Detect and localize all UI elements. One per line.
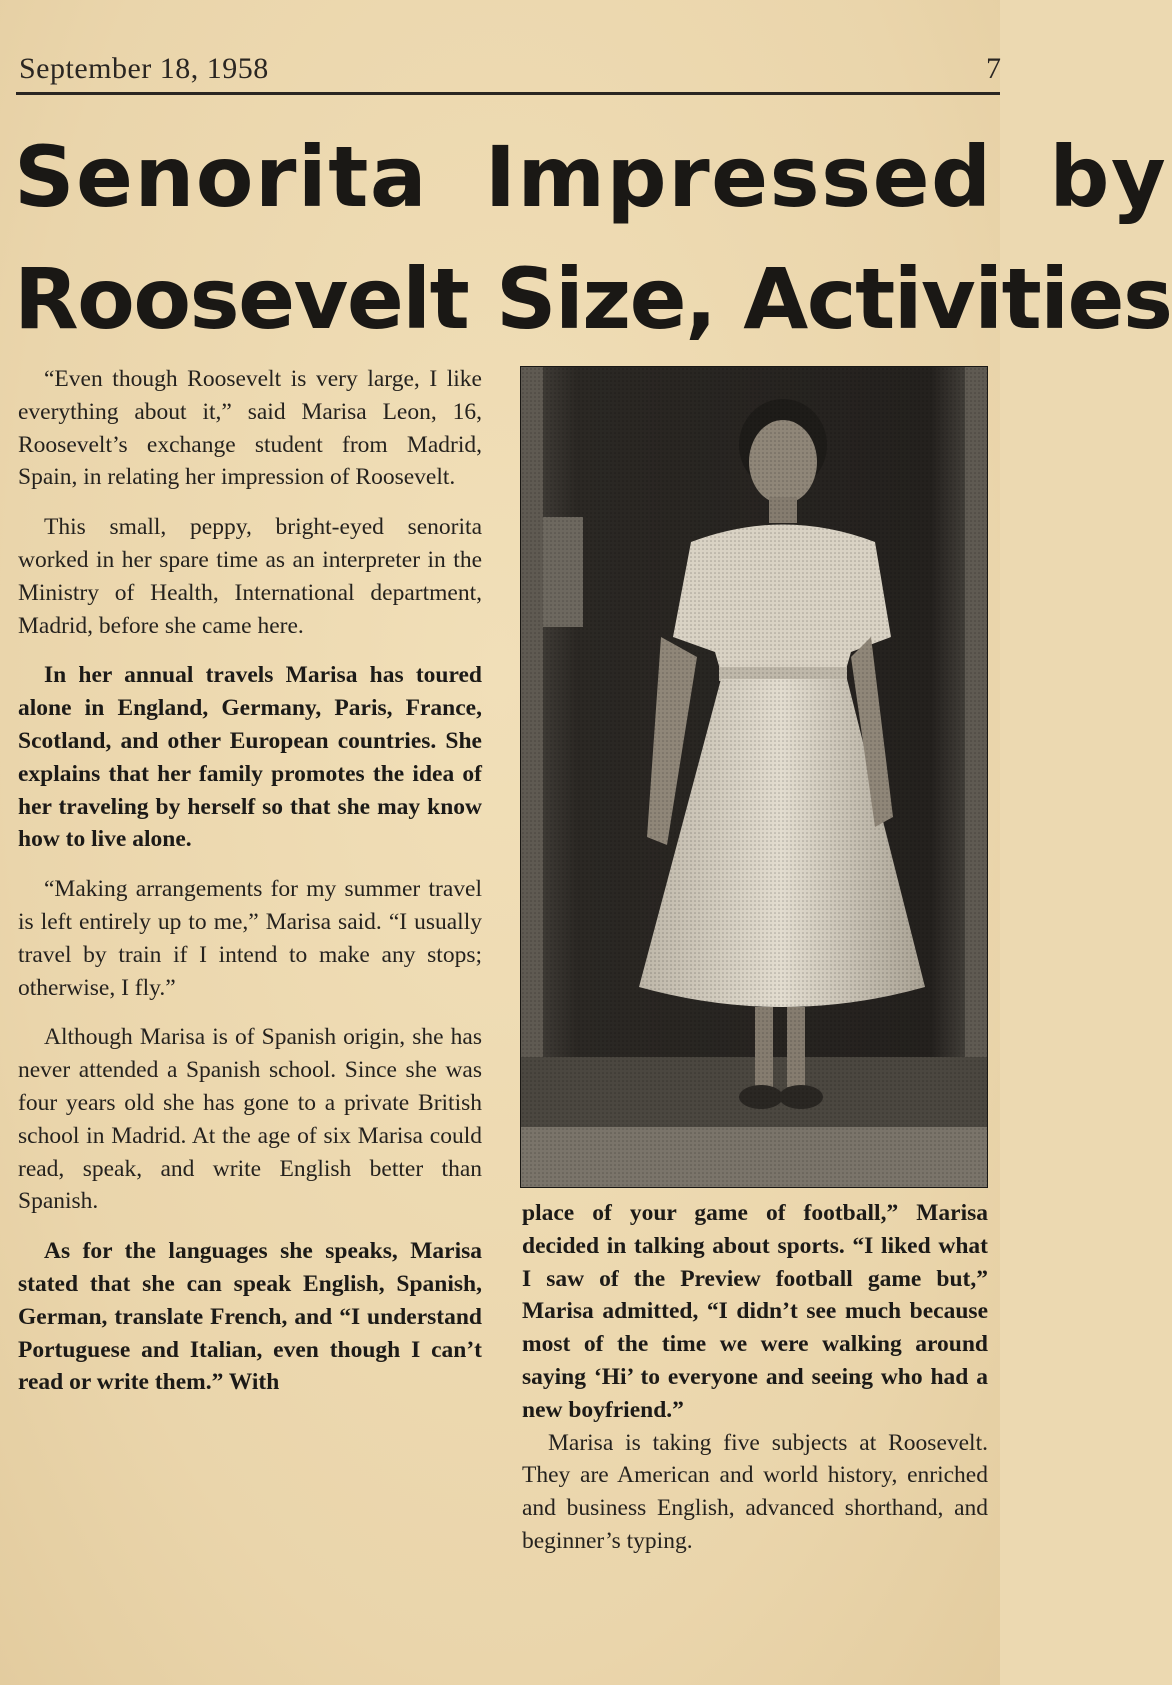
headline-line-1: Senorita Impressed by (14, 128, 1168, 226)
paragraph-5: Although Marisa is of Spanish origin, she has never attended a Spanish school. Since she was four years old she has gone to a private British school in Madrid. At the age of six Marisa could read, speak, and write English better than Spanish. (18, 1024, 482, 1215)
halftone-overlay (521, 367, 987, 1187)
paragraph-7: place of your game of football,” Marisa decided in talking about sports. “I liked what I saw of the Preview football game but,” Marisa admitted, “I didn’t see much because most of the time we were walking around saying ‘Hi’ to everyone and seeing who had a new boyfriend.” (522, 1200, 988, 1423)
article-left-column (18, 363, 482, 1416)
paragraph-6: As for the languages she speaks, Marisa stated that she can speak English, Spanish, German, translate French, and “I understand Portuguese and Italian, even though I can’t read or write them.” With (18, 1238, 482, 1396)
paragraph-4: “Making arrangements for my summer travel is left entirely up to me,” Marisa said. “I usually travel by train if I intend to make any stops; otherwise, I fly.” (18, 876, 482, 1001)
paragraph-3: In her annual travels Marisa has toured alone in England, Germany, Paris, France, Scotland, and other European countries. She explains that her family promotes the idea of her traveling by herself so that she may know how to live alone. (18, 662, 482, 853)
header-rule (16, 92, 1000, 95)
page-number: 7 (986, 52, 1001, 85)
issue-date: September 18, 1958 (19, 52, 269, 85)
headline-line-2: Roosevelt Size, Activities (14, 250, 1172, 348)
paragraph-1: “Even though Roosevelt is very large, I like everything about it,” said Marisa Leon, 16, Roosevelt’s exchange student from Madrid, Spain, in relating her impression of Roosevelt. (18, 366, 482, 491)
portrait-illustration (521, 367, 987, 1187)
article-right-column (522, 1197, 988, 1558)
student-photo (520, 366, 988, 1188)
paragraph-2: This small, peppy, bright-eyed senorita worked in her spare time as an interpreter in the Ministry of Health, International department, Madrid, before she came here. (18, 514, 482, 639)
paragraph-8: Marisa is taking five subjects at Roosevelt. They are American and world history, enriched and business English, advanced shorthand, and beginner’s typing. (522, 1429, 988, 1554)
